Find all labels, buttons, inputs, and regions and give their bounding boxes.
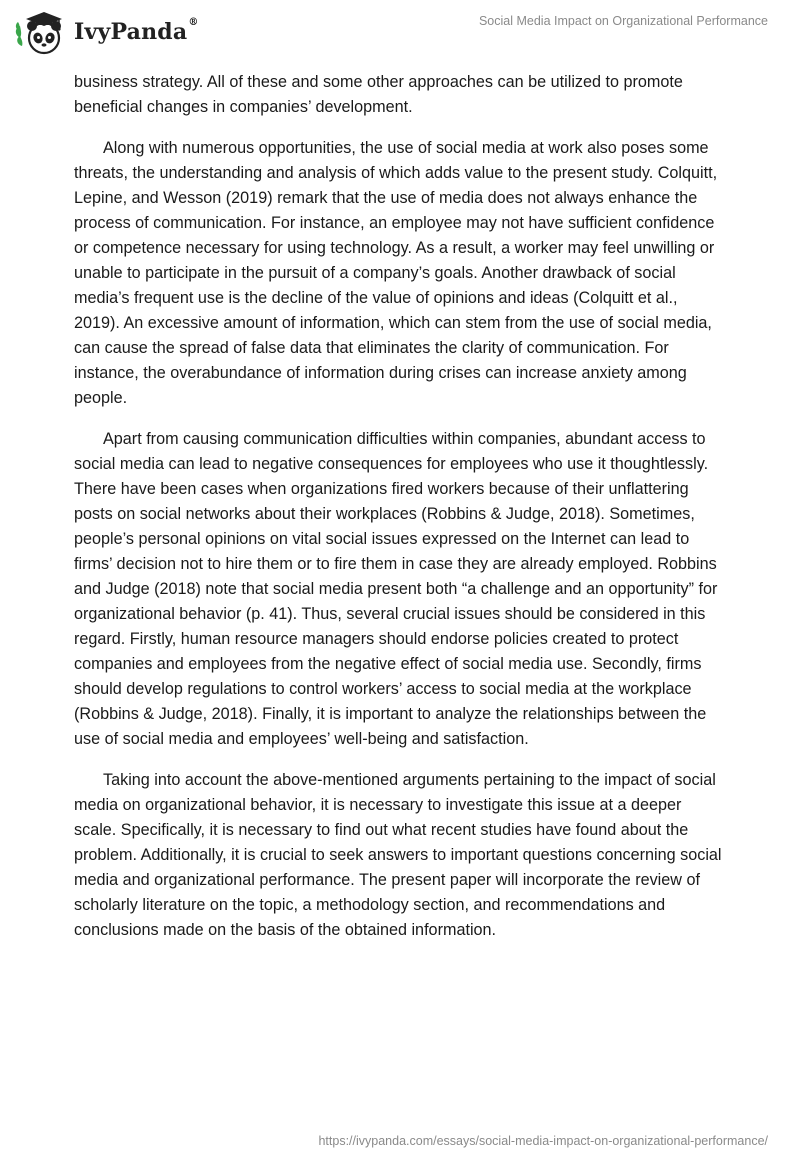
panda-graduate-icon: [14, 8, 70, 56]
essay-body: [74, 70, 726, 959]
source-url[interactable]: https://ivypanda.com/essays/social-media-impact-on-organizational-performance/: [318, 1134, 768, 1148]
paragraph-continuation: business strategy. All of these and some other approaches can be utilized to promote beneficial changes in companies’ development.: [74, 73, 683, 116]
brand-name: IvyPanda®: [74, 17, 199, 45]
document-title: Social Media Impact on Organizational Performance: [478, 14, 768, 28]
paragraph-consequences: Apart from causing communication difficulties within companies, abundant access to social media can lead to negative consequences for employees who use it thoughtlessly. There have been cases when organizations fired workers because of their unflattering posts on social networks about their workplaces (Robbins & Judge, 2018). Sometimes, people’s personal opinions on vital social issues expressed on the Internet can lead to firms’ decision not to hire them or to fire them in case they are already employed. Robbins and Judge (2018) note that social media present both “a challenge and an opportunity” for organizational behavior (p. 41). Thus, several crucial issues should be considered in this regard. Firstly, human resource managers should endorse policies created to protect companies and employees from the negative effect of social media use. Secondly, firms should develop regulations to control workers’ access to social media at the workplace (Robbins & Judge, 2018). Finally, it is important to analyze the relationships between the use of social media and employees’ well-being and satisfaction.: [74, 430, 718, 748]
paragraph-threats: Along with numerous opportunities, the use of social media at work also poses some threats, the understanding and analysis of which adds value to the present study. Colquitt, Lepine, and Wesson (2019) remark that the use of media does not always enhance the process of communication. For instance, an employee may not have sufficient confidence or competence necessary for using technology. As a result, a worker may feel unwilling or unable to participate in the pursuit of a company’s goals. Another drawback of social media’s frequent use is the decline of the value of opinions and ideas (Colquitt et al., 2019). An excessive amount of information, which can stem from the use of social media, can cause the spread of false data that eliminates the clarity of communication. For instance, the overabundance of information during crises can increase anxiety among people.: [74, 139, 718, 407]
registered-mark: ®: [188, 17, 199, 28]
page-header: [0, 0, 800, 64]
ivypanda-logo[interactable]: [14, 8, 199, 56]
paragraph-conclusion: Taking into account the above-mentioned arguments pertaining to the impact of social media on organizational behavior, it is necessary to investigate this issue at a deeper scale. Specifically, it is necessary to find out what recent studies have found about the problem. Additionally, it is crucial to seek answers to important questions concerning social media and organizational performance. The present paper will incorporate the review of scholarly literature on the topic, a methodology section, and recommendations and conclusions made on the basis of the obtained information.: [74, 771, 722, 939]
